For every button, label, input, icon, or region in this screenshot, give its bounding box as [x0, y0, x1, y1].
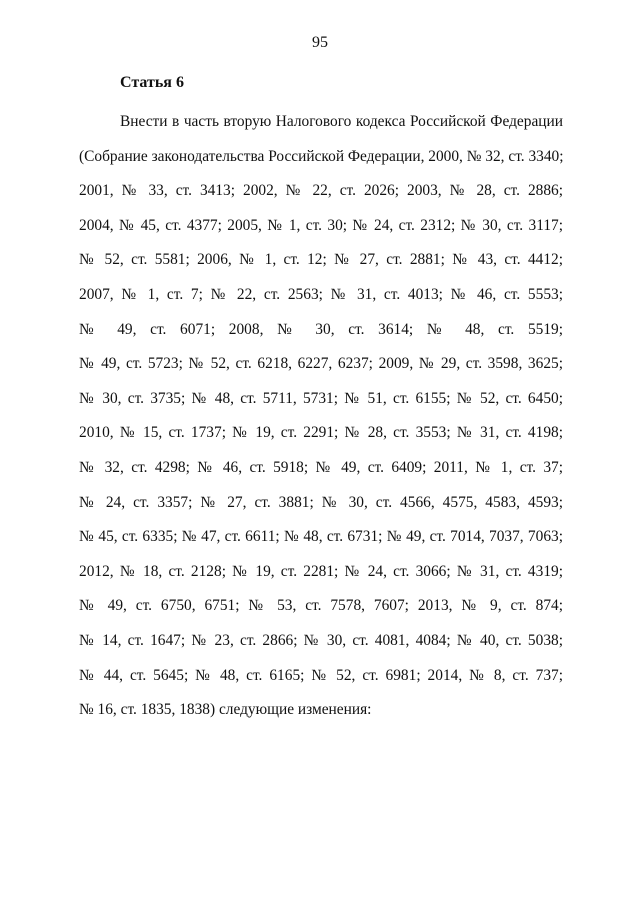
paragraph-line: № 44, ст. 5645; № 48, ст. 6165; № 52, ст. 6981; 2014, № 8, ст. 737;	[79, 666, 563, 684]
paragraph-line: 2010, № 15, ст. 1737; № 19, ст. 2291; № 28, ст. 3553; № 31, ст. 4198;	[79, 424, 563, 442]
paragraph-line: 2001, № 33, ст. 3413; 2002, № 22, ст. 2026; 2003, № 28, ст. 2886;	[79, 182, 563, 200]
paragraph-line: № 16, ст. 1835, 1838) следующие изменения:	[79, 701, 372, 719]
article-paragraph	[79, 105, 563, 728]
paragraph-line: 2004, № 45, ст. 4377; 2005, № 1, ст. 30; № 24, ст. 2312; № 30, ст. 3117;	[79, 216, 563, 234]
paragraph-line: № 49, ст. 6071; 2008, № 30, ст. 3614; № 48, ст. 5519;	[79, 320, 563, 338]
paragraph-line: № 49, ст. 5723; № 52, ст. 6218, 6227, 6237; 2009, № 29, ст. 3598, 3625;	[79, 355, 563, 373]
paragraph-line: № 30, ст. 3735; № 48, ст. 5711, 5731; № 51, ст. 6155; № 52, ст. 6450;	[79, 389, 563, 407]
paragraph-line: № 24, ст. 3357; № 27, ст. 3881; № 30, ст. 4566, 4575, 4583, 4593;	[79, 493, 563, 511]
paragraph-line: 2012, № 18, ст. 2128; № 19, ст. 2281; № 24, ст. 3066; № 31, ст. 4319;	[79, 562, 563, 580]
paragraph-line: 2007, № 1, ст. 7; № 22, ст. 2563; № 31, ст. 4013; № 46, ст. 5553;	[79, 285, 563, 303]
paragraph-line: № 49, ст. 6750, 6751; № 53, ст. 7578, 7607; 2013, № 9, ст. 874;	[79, 597, 563, 615]
article-heading: Статья 6	[120, 74, 184, 91]
paragraph-line: № 14, ст. 1647; № 23, ст. 2866; № 30, ст. 4081, 4084; № 40, ст. 5038;	[79, 631, 563, 649]
paragraph-line: № 45, ст. 6335; № 47, ст. 6611; № 48, ст. 6731; № 49, ст. 7014, 7037, 7063;	[79, 528, 563, 546]
paragraph-line: № 52, ст. 5581; 2006, № 1, ст. 12; № 27, ст. 2881; № 43, ст. 4412;	[79, 251, 563, 269]
paragraph-line: № 32, ст. 4298; № 46, ст. 5918; № 49, ст. 6409; 2011, № 1, ст. 37;	[79, 458, 563, 476]
page-number: 95	[312, 34, 328, 51]
paragraph-line: (Собрание законодательства Российской Федерации, 2000, № 32, ст. 3340;	[79, 147, 564, 165]
paragraph-line: Внести в часть вторую Налогового кодекса Российской Федерации	[120, 113, 563, 130]
